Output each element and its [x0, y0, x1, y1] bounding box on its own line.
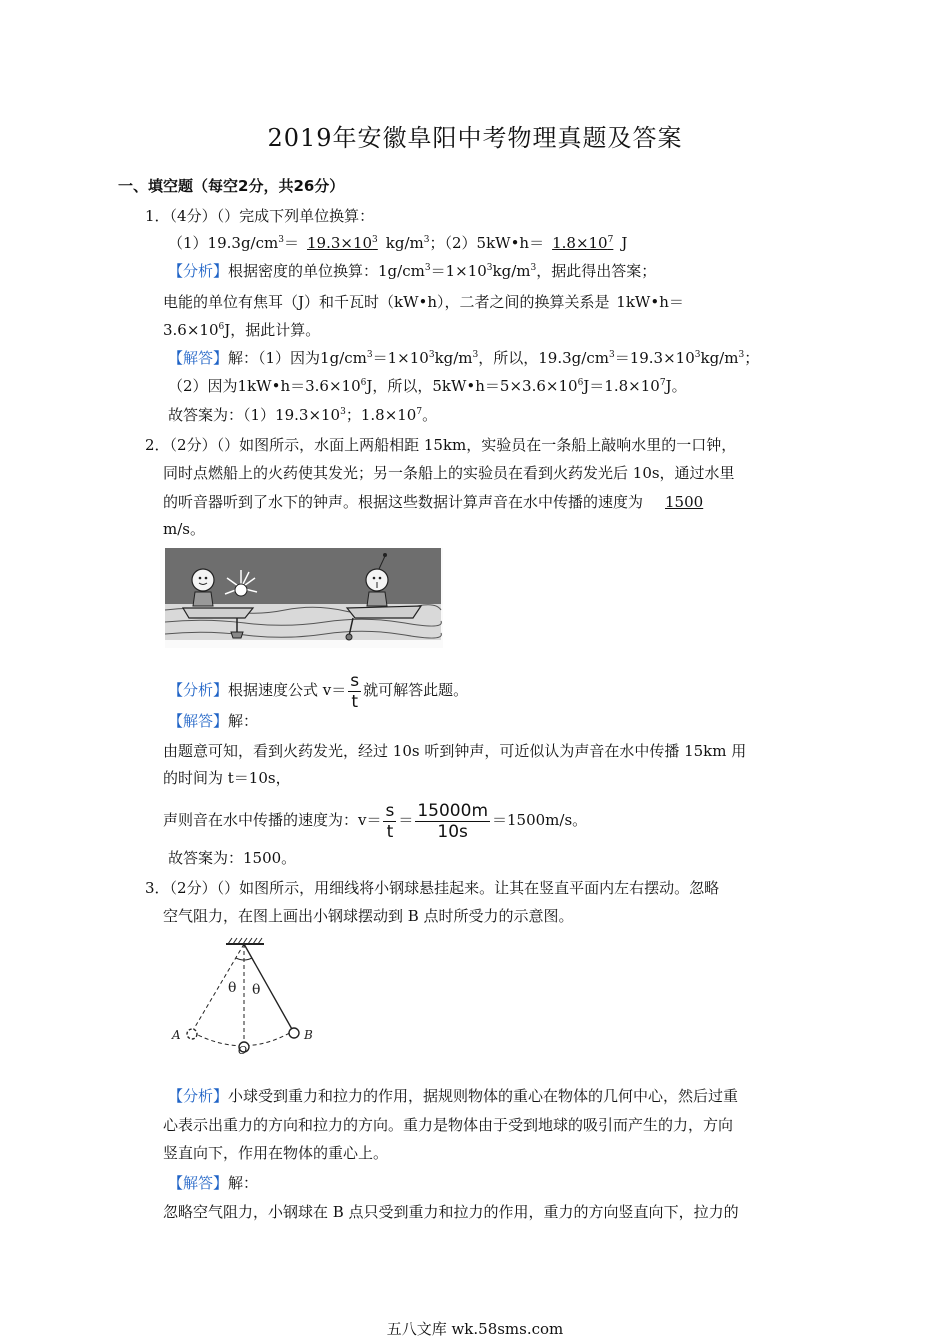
page-title: 2019年安徽阜阳中考物理真题及答案 — [267, 124, 683, 152]
q1-solution-line2: （2）因为$1kW•h=3.6\times 10^6J$，所以，$5kW•h=5\times 3.6\times 10^6J=1.8\times 10^7J$。 — [168, 377, 687, 395]
q2-stem-line4: m/s。 — [163, 520, 205, 538]
q3-stem-line1: 3．（2分）（）如图所示，用细线将小钢球悬挂起来。让其在竖直平面内左右摆动。忽略 — [145, 879, 720, 897]
q3-analysis: 【分析】小球受到重力和拉力的作用，据规则物体的重心在物体的几何中心，然后过重 — [168, 1087, 739, 1105]
theta-label-right: θ — [252, 982, 261, 998]
section-heading: 一、填空题（每空2分，共26分） — [118, 177, 345, 195]
solution-tag: 【解答】 — [168, 349, 229, 367]
q1-heading: 1．（4分）（）完成下列单位换算： — [145, 207, 375, 225]
q1-blanks: $(1)19.3g/cm^3= 19.3\times 10^3$ $kg/m^3$；（2）5kW•h＝ $1.8\times 10^7$ J — [168, 234, 628, 252]
point-o-label: O — [238, 1044, 248, 1056]
solution-tag: 【解答】 — [168, 712, 229, 730]
q3-analysis-line2: 心表示出重力的方向和拉力的方向。重力是物体由于受到地球的吸引而产生的力，方向 — [163, 1116, 734, 1134]
speed-formula: $\frac{s}{t}$ — [350, 670, 360, 712]
q2-stem-line2: 同时点燃船上的火药使其发光；另一条船上的实验员在看到火药发光后 10s，通过水里 — [163, 464, 735, 482]
q3-stem-line2: 空气阻力，在图上画出小钢球摆动到 B 点时所受力的示意图。 — [163, 907, 574, 925]
q2-solution-line1: 由题意可知，看到火药发光，经过 10s 听到钟声，可近似认为声音在水中传播 15km 用 — [163, 742, 747, 760]
q1-analysis-line2: 电能的单位有焦耳（J）和千瓦时（kW•h），二者之间的换算关系是 1kW•h＝ — [163, 293, 684, 311]
analysis-tag: 【分析】 — [168, 262, 229, 280]
pendulum-figure — [168, 936, 328, 1056]
q2-solution-line3: 声则音在水中传播的速度为：v＝ $\frac{s}{t}$ ＝ $\frac{15000m}{10s}$ ＝1500m/s。 — [163, 800, 588, 842]
q2-stem-line3: 的听音器听到了水下的钟声。根据这些数据计算声音在水中传播的速度为 1500 — [163, 493, 704, 511]
q2-final-answer: 故答案为：1500。 — [168, 849, 297, 867]
q1-analysis-line3: $3.6\times 10^6J$，据此计算。 — [163, 321, 321, 339]
q2-answer-blank: 1500 — [665, 493, 704, 511]
point-a-label: A — [172, 1028, 181, 1042]
q1-final-answer: 故答案为：$(1)19.3\times 10^3$；$1.8\times 10^7$。 — [168, 406, 438, 424]
two-boats-figure — [165, 548, 443, 648]
analysis-tag: 【分析】 — [168, 1087, 229, 1105]
point-b-label: B — [304, 1028, 313, 1042]
q3-analysis-line3: 竖直向下，作用在物体的重心上。 — [163, 1144, 389, 1162]
solution-tag: 【解答】 — [168, 1174, 229, 1192]
q2-solution-line2: 的时间为 t＝10s， — [163, 769, 291, 787]
q2-stem-line1: 2．（2分）（）如图所示，水面上两船相距 15km，实验员在一条船上敲响水里的一口钟， — [145, 436, 737, 454]
q1-analysis: 【分析】根据密度的单位换算：$1g/cm^3=1\times 10^3kg/m^3$，据此得出答案； — [168, 262, 657, 280]
analysis-tag: 【分析】 — [168, 681, 229, 699]
q2-analysis: 【分析】根据速度公式 v＝ $\frac{s}{t}$ 就可解答此题。 — [168, 670, 469, 712]
q3-solution: 【解答】解： — [168, 1174, 259, 1192]
q1-solution: 【解答】解：（1）因为$1g/cm^3=1\times 10^3kg/m^3$，所以，$19.3g/cm^3=19.3\times 10^3kg/m^3$； — [168, 349, 760, 367]
page-footer: 五八文库 wk.58sms.com — [386, 1320, 564, 1338]
q3-solution-line1: 忽略空气阻力，小钢球在 B 点只受到重力和拉力的作用，重力的方向竖直向下，拉力的 — [163, 1203, 739, 1221]
theta-label-left: θ — [228, 980, 237, 996]
q2-solution: 【解答】解： — [168, 712, 259, 730]
